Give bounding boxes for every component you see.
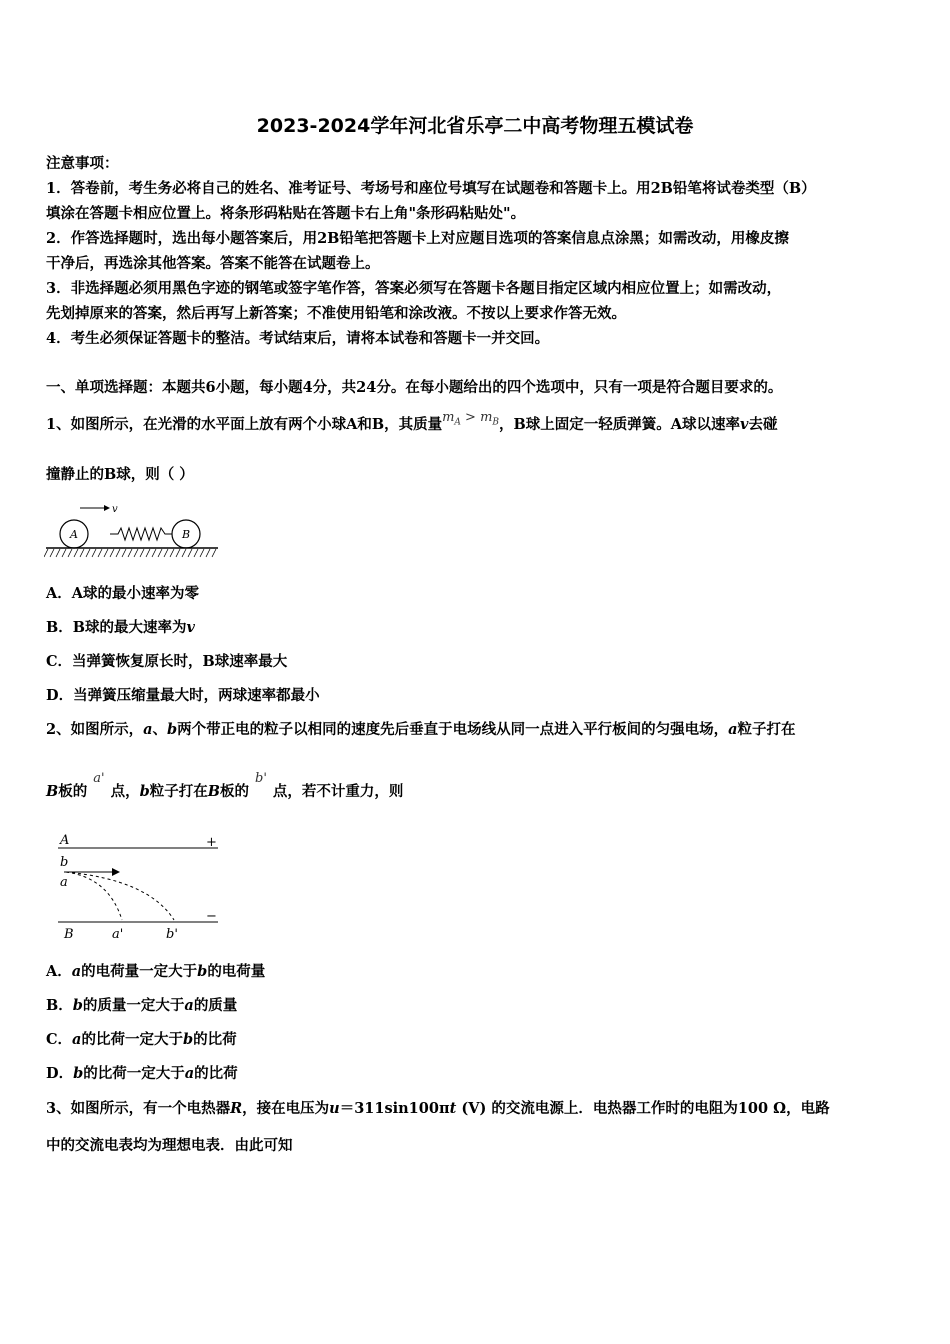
- q2-option-d-end: 的比荷: [194, 1065, 238, 1082]
- note-1b: 填涂在答题卡相应位置上。将条形码粘贴在答题卡右上角"条形码粘贴处"。: [46, 205, 526, 222]
- q2-a: a: [143, 721, 153, 738]
- q2-option-a[interactable]: [46, 960, 265, 981]
- q2-B-2: B: [207, 783, 220, 800]
- q1-v: v: [740, 416, 749, 433]
- note-3b: 先划掉原来的答案，然后再写上新答案；不准使用铅笔和涂改液。不按以上要求作答无效。: [46, 305, 626, 322]
- q2-b-prime-label: b': [166, 927, 178, 942]
- q1-stem-line1: [46, 410, 778, 436]
- q2-stem-b4: 板的: [220, 783, 249, 800]
- q1-stem-a: 1、如图所示，在光滑的水平面上放有两个小球A和B，其质量: [46, 416, 443, 433]
- q2-option-c-mid: 的比荷一定大于: [81, 1031, 183, 1048]
- q1-sub-b: B: [492, 417, 500, 428]
- note-2b: 干净后，再选涂其他答案。答案不能答在试题卷上。: [46, 255, 380, 272]
- q2-trajectory-b: [66, 872, 174, 920]
- q1-stem-d: 撞静止的B球，则（ ）: [46, 466, 194, 483]
- q1-spring: [110, 528, 172, 540]
- q2-option-d-var1: b: [73, 1065, 84, 1082]
- q2-stem-b5: 点，若不计重力，则: [272, 783, 404, 800]
- q2-dot: 、: [152, 721, 167, 738]
- q2-option-a-mid: 的电荷量一定大于: [81, 963, 198, 980]
- q2-option-d-var2: a: [184, 1065, 195, 1082]
- q2-option-c-end: 的比荷: [193, 1031, 237, 1048]
- q3-stem-line2: 中的交流电表均为理想电表．由此可知: [46, 1137, 293, 1154]
- q2-b: b: [167, 721, 178, 738]
- q1-option-c[interactable]: C．当弹簧恢复原长时，B球速率最大: [46, 653, 288, 670]
- q2-option-c-letter: C．: [46, 1031, 73, 1048]
- q2-figure: [54, 828, 224, 944]
- q3-stem-a1: 3、如图所示，有一个电热器: [46, 1100, 231, 1117]
- q1-mass-m: m: [442, 410, 455, 425]
- q2-option-b-var1: b: [72, 997, 83, 1014]
- q1-option-d[interactable]: D．当弹簧压缩量最大时，两球速率都最小: [46, 687, 320, 704]
- q1-figure: [44, 500, 220, 562]
- q2-option-a-end: 的电荷量: [207, 963, 266, 980]
- q2-stem-a2: 两个带正电的粒子以相同的速度先后垂直于电场线从同一点进入平行板间的匀强电场，: [177, 721, 729, 738]
- q2-option-b[interactable]: [46, 994, 237, 1015]
- q1-option-a[interactable]: A．A球的最小速率为零: [46, 585, 199, 602]
- q2-option-a-var1: a: [71, 963, 82, 980]
- q2-plate-a-label: A: [60, 833, 70, 848]
- note-2a: 2．作答选择题时，选出每小题答案后，用2B铅笔把答题卡上对应题目选项的答案信息点涂黑；如需改动，用橡皮擦: [46, 230, 789, 247]
- q2-stem-line1: [46, 718, 796, 739]
- q2-stem-b2: 点，: [110, 783, 140, 800]
- q2-option-b-var2: a: [184, 997, 194, 1014]
- q3-u: u: [329, 1100, 340, 1117]
- q2-stem-b1: 板的: [58, 783, 88, 800]
- q2-stem-a1: 2、如图所示，: [46, 721, 144, 738]
- note-1a: 1．答卷前，考生务必将自己的姓名、准考证号、考场号和座位号填写在试题卷和答题卡上。用2B铅笔将试卷类型（B）: [46, 180, 816, 197]
- section-heading: 一、单项选择题：本题共6小题，每小题4分，共24分。在每小题给出的四个选项中，只有一项是符合题目要求的。: [46, 379, 783, 396]
- q1-v-label: v: [112, 504, 118, 515]
- q1-stem-b: ，B球上固定一轻质弹簧。A球以速率: [499, 416, 741, 433]
- q2-B: B: [46, 783, 59, 800]
- q2-plus-sign: +: [206, 835, 217, 850]
- q3-stem-a4: (V) 的交流电源上．电热器工作时的电阻为100 Ω，电路: [456, 1100, 830, 1117]
- q2-velocity-arrowhead: [112, 868, 120, 876]
- q2-stem-line2: [46, 771, 404, 801]
- q3-t: t: [449, 1100, 457, 1117]
- q2-option-c[interactable]: [46, 1028, 237, 1049]
- q2-trajectory-a: [66, 872, 122, 920]
- page-title: 2023-2024学年河北省乐亭二中高考物理五模试卷: [256, 115, 694, 137]
- q2-stem-b3: 粒子打在: [149, 783, 208, 800]
- q2-a-2: a: [728, 721, 738, 738]
- q2-option-d-letter: D．: [46, 1065, 74, 1082]
- note-4: 4．考生必须保证答题卡的整洁。考试结束后，请将本试卷和答题卡一并交回。: [46, 330, 550, 347]
- q3-stem-a2: ，接在电压为: [242, 1100, 330, 1117]
- q2-particle-a-label: a: [60, 875, 68, 890]
- q1-option-b-text: B．B球的最大速率为: [46, 619, 187, 636]
- q2-option-b-end: 的质量: [193, 997, 238, 1014]
- q1-option-b-v: v: [186, 619, 195, 636]
- q3-R: R: [230, 1100, 243, 1117]
- q2-option-b-mid: 的质量一定大于: [82, 997, 185, 1014]
- note-3a: 3．非选择题必须用黑色字迹的钢笔或签字笔作答，答案必须写在答题卡各题目指定区域内相应位置上；如需改动，: [46, 280, 782, 297]
- q2-option-c-var1: a: [72, 1031, 82, 1048]
- q1-ball-b-label: B: [182, 528, 191, 541]
- q1-gt: > m: [460, 410, 493, 425]
- q2-option-c-var2: b: [182, 1031, 194, 1048]
- q2-a-prime-label: a': [112, 927, 124, 942]
- q2-particle-b-label: b: [60, 855, 69, 870]
- q2-plate-b-label: B: [64, 927, 74, 942]
- q3-stem-a3: ＝311sin100π: [339, 1100, 450, 1117]
- q2-minus-sign: −: [206, 909, 217, 924]
- notes-heading: 注意事项：: [46, 155, 119, 172]
- q3-stem-line1: [46, 1097, 830, 1118]
- q2-option-d[interactable]: [46, 1062, 238, 1083]
- q1-stem-c: 去碰: [748, 416, 778, 433]
- q1-sub-a: A: [454, 417, 461, 428]
- q1-velocity-arrowhead: [104, 505, 110, 511]
- q2-b-2: b: [139, 783, 150, 800]
- q1-option-b[interactable]: [46, 616, 195, 637]
- q2-b-prime: b': [255, 771, 267, 786]
- q2-a-prime: a': [93, 771, 105, 786]
- q2-option-a-letter: A．: [46, 963, 72, 980]
- q2-option-b-letter: B．: [46, 997, 73, 1014]
- q1-ground-hatch: [44, 549, 216, 557]
- q2-option-a-var2: b: [197, 963, 208, 980]
- q2-option-d-mid: 的比荷一定大于: [83, 1065, 185, 1082]
- q2-stem-a3: 粒子打在: [737, 721, 796, 738]
- q1-ball-a-label: A: [70, 528, 78, 541]
